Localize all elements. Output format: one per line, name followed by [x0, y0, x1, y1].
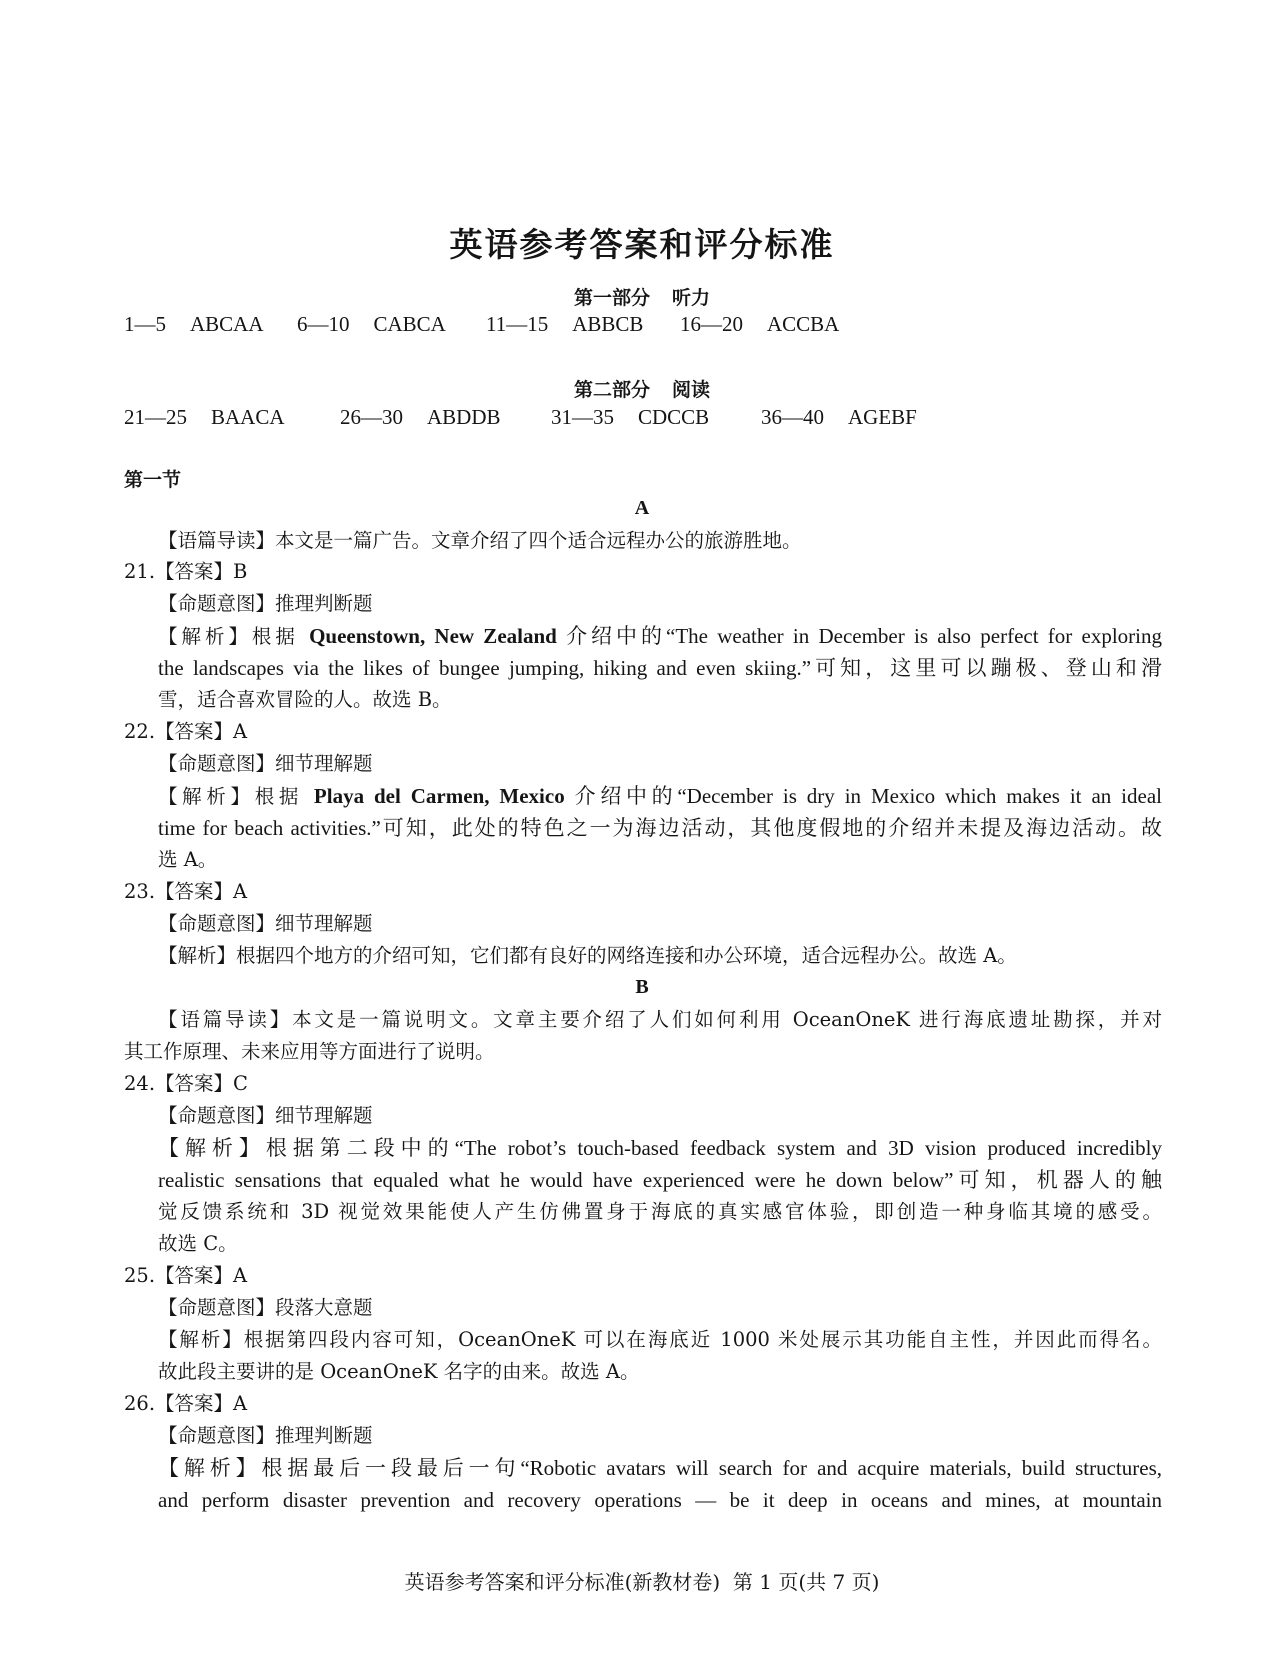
passage-b-letter: B [635, 976, 649, 998]
part1-heading [0, 283, 1284, 310]
answer-letters: ABBCB [572, 312, 644, 336]
q23-analysis-line1: 【解析】根据四个地方的介绍可知，它们都有良好的网络连接和办公环境，适合远程办公。故选 A。 [158, 944, 1017, 967]
q21-answer: 21.【答案】B [124, 560, 248, 583]
q25-analysis-line2: 故此段主要讲的是 OceanOneK 名字的由来。故选 A。 [158, 1360, 640, 1383]
answer-group [680, 312, 839, 337]
answer-range: 1—5 [124, 312, 166, 336]
q25-analysis-line1 [158, 1325, 1162, 1355]
q24-analysis-line3 [158, 1197, 1162, 1227]
answer-group [761, 405, 917, 430]
q22-intent: 【命题意图】细节理解题 [158, 752, 373, 775]
q21-intent: 【命题意图】推理判断题 [158, 592, 373, 615]
q21-analysis-line1 [158, 621, 1162, 652]
answer-group [297, 312, 446, 337]
answer-range: 31—35 [551, 405, 614, 429]
place-name: Queenstown, New Zealand [309, 624, 557, 648]
analysis-text: and perform disaster prevention and recovery operations — be it deep in oceans and mines, at mountain [158, 1488, 1162, 1512]
place-name: Playa del Carmen, Mexico [313, 784, 565, 808]
q26-answer: 26.【答案】A [124, 1392, 248, 1415]
passage-a-intro: 【语篇导读】本文是一篇广告。文章介绍了四个适合远程办公的旅游胜地。 [158, 529, 802, 552]
q21-analysis-line3: 雪，适合喜欢冒险的人。故选 B。 [158, 688, 452, 711]
q25-answer: 25.【答案】A [124, 1264, 248, 1287]
analysis-text: the landscapes via the likes of bungee jumping, hiking and even skiing.”可知，这里可以蹦极、登山和滑 [158, 656, 1162, 680]
answer-range: 6—10 [297, 312, 350, 336]
answer-letters: CDCCB [638, 405, 710, 429]
answer-letters: ABDDB [427, 405, 501, 429]
analysis-text: 觉反馈系统和 3D 视觉效果能使人产生仿佛置身于海底的真实感官体验，即创造一种身临其境的感受。 [158, 1200, 1162, 1223]
q24-intent: 【命题意图】细节理解题 [158, 1104, 373, 1127]
answer-group [124, 405, 285, 430]
answer-letters: ACCBA [767, 312, 840, 336]
q24-answer: 24.【答案】C [124, 1072, 248, 1095]
passage-b-intro-line2: 其工作原理、未来应用等方面进行了说明。 [124, 1040, 495, 1063]
q26-intent: 【命题意图】推理判断题 [158, 1424, 373, 1447]
answer-letters: ABCAA [190, 312, 264, 336]
analysis-text: realistic sensations that equaled what he would have experienced were he down below”可知，机器人的触 [158, 1168, 1162, 1192]
q26-analysis-line2 [158, 1485, 1162, 1516]
analysis-text: 【解析】根据最后一段最后一句“Robotic avatars will search for and acquire materials, build structures, [158, 1456, 1162, 1480]
answer-group [551, 405, 709, 430]
page-title: 英语参考答案和评分标准 [449, 225, 835, 264]
q21-analysis-line2 [158, 653, 1162, 684]
answer-range: 36—40 [761, 405, 824, 429]
analysis-quote: 介绍中的“The weather in December is also perfect for exploring [556, 624, 1162, 648]
analysis-quote: 介绍中的“December is dry in Mexico which makes it an ideal [564, 784, 1162, 808]
q22-analysis-line3: 选 A。 [158, 848, 218, 871]
passage-a-letter: A [634, 497, 650, 519]
part2-heading-label: 第二部分 [573, 379, 650, 401]
answer-letters: BAACA [211, 405, 285, 429]
intro-text: 【语篇导读】本文是一篇说明文。文章主要介绍了人们如何利用 OceanOneK 进行海底遗址勘探，并对 [158, 1008, 1162, 1031]
q23-intent: 【命题意图】细节理解题 [158, 912, 373, 935]
answer-range: 11—15 [486, 312, 549, 336]
page-footer: 英语参考答案和评分标准(新教材卷) 第 1 页(共 7 页) [404, 1570, 880, 1594]
q24-analysis-line2 [158, 1165, 1162, 1196]
q25-intent: 【命题意图】段落大意题 [158, 1296, 373, 1319]
passage-b-intro-line1 [158, 1005, 1162, 1035]
analysis-prefix: 【解析】根据 [158, 785, 314, 808]
q22-answer: 22.【答案】A [124, 720, 248, 743]
answer-letters: AGEBF [848, 405, 917, 429]
q22-analysis-line2 [158, 813, 1162, 844]
section-one-label: 第一节 [124, 469, 182, 491]
answer-group [124, 312, 264, 337]
part1-heading-label: 第一部分 [573, 287, 650, 309]
analysis-text: 【解析】根据第四段内容可知，OceanOneK 可以在海底近 1000 米处展示其功能自主性，并因此而得名。 [158, 1328, 1162, 1351]
analysis-text: time for beach activities.”可知，此处的特色之一为海边活动，其他度假地的介绍并未提及海边活动。故 [158, 816, 1162, 840]
part1-heading-topic: 听力 [672, 287, 711, 309]
answer-range: 26—30 [340, 405, 403, 429]
part2-heading-topic: 阅读 [672, 379, 711, 401]
answer-range: 16—20 [680, 312, 743, 336]
answer-group [486, 312, 643, 337]
answer-group [340, 405, 501, 430]
answer-range: 21—25 [124, 405, 187, 429]
q23-answer: 23.【答案】A [124, 880, 248, 903]
q22-analysis-line1 [158, 781, 1162, 812]
answer-letters: CABCA [373, 312, 446, 336]
analysis-text: 【解析】根据第二段中的“The robot’s touch-based feedback system and 3D vision produced incredibly [158, 1136, 1162, 1160]
part2-heading [0, 375, 1284, 402]
q26-analysis-line1 [158, 1453, 1162, 1484]
q24-analysis-line1 [158, 1133, 1162, 1164]
q24-analysis-line4: 故选 C。 [158, 1232, 238, 1255]
analysis-prefix: 【解析】根据 [158, 625, 310, 648]
